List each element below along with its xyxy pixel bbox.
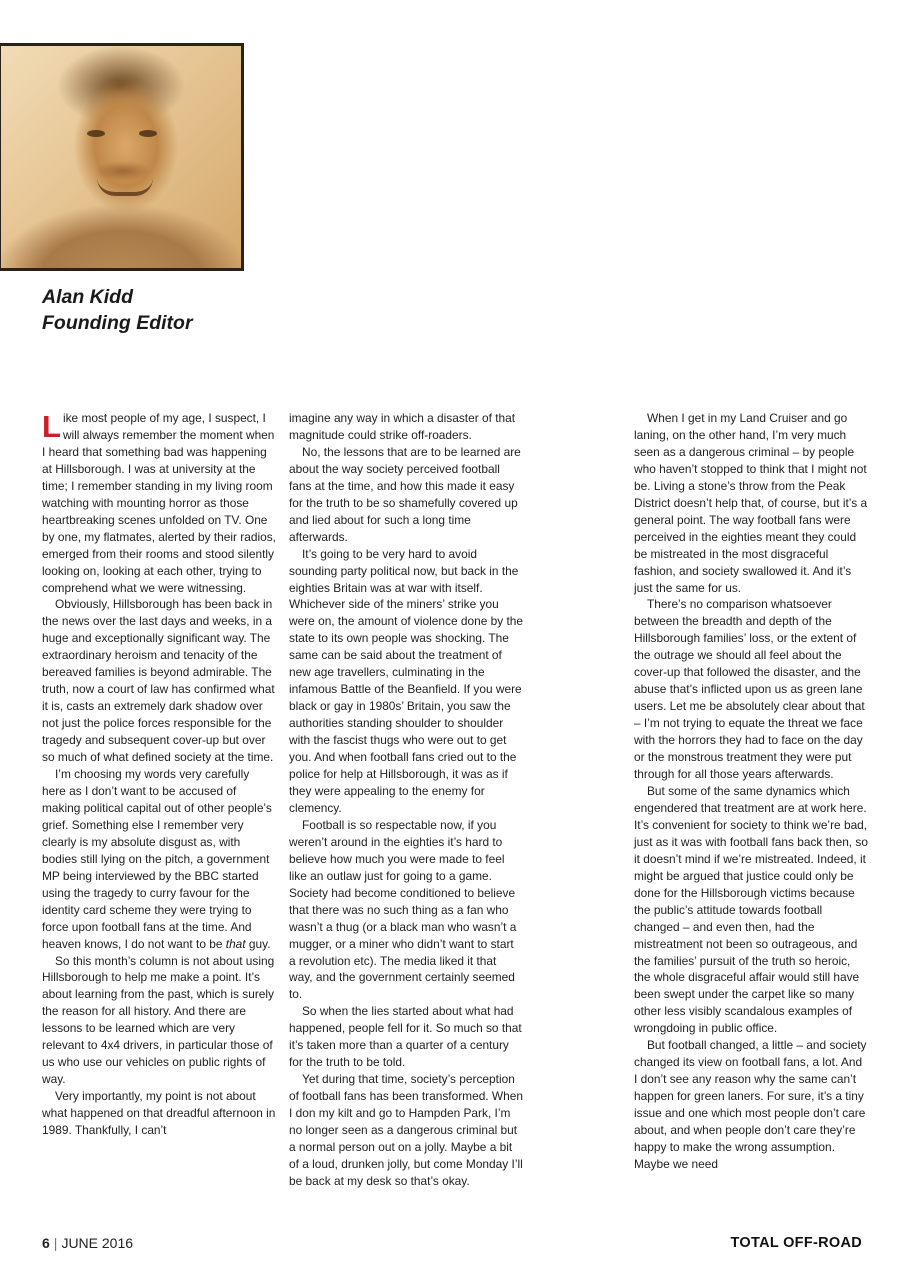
- paragraph: But some of the same dynamics which engendered that treatment are at work here. It’s convenient for society to think we’re bad, just as it was with football fans back then, so it doesn’t mind if we’re mistreated. Indeed, it might be argued that justice could only be done for the Hillsborough victims because the public’s attitude towards football changed – and even then, had the mistreatment not been so outrageous, and the families’ pursuit of the truth so heroic, the whole disgraceful affair would still have been swept under the carpet like so many other less visibly scandalous examples of wrongdoing in public office.: [634, 783, 868, 1036]
- photo-smile: [97, 178, 153, 196]
- author-photo: [0, 43, 244, 271]
- paragraph: So this month’s column is not about using Hillsborough to help me make a point. It’s about learning from the past, which is surely the reason for all history. And there are lessons to be learned which are very relevant to 4x4 drivers, in particular those of us who use our vehicles on public rights of way.: [42, 953, 275, 1087]
- drop-cap: L: [42, 409, 61, 444]
- publication-name: TOTAL OFF-ROAD: [730, 1235, 862, 1251]
- page-footer-left: [42, 1235, 133, 1251]
- column-2: [289, 410, 523, 1190]
- footer-separator: |: [53, 1235, 58, 1251]
- emphasis: that: [225, 936, 246, 951]
- paragraph: Football is so respectable now, if you weren’t around in the eighties it’s hard to believe how much you were made to feel like an outlaw just for going to a game. Society had become conditioned to believe that there was no such thing as a fan who wasn’t a thug (or a black man who wasn’t a mugger, or a miner who didn’t want to start a revolution etc). The media liked it that way, and the government certainly seemed to.: [289, 817, 517, 1002]
- paragraph: But football changed, a little – and society changed its view on football fans, a lot. And I don’t see any reason why the same can’t happen for green laners. For sure, it’s a tiny issue and one which most people don’t care about, and when people don’t care they’re happy to make the wrong assumption. Maybe we need: [634, 1038, 867, 1171]
- column-1: [42, 410, 276, 1139]
- page-number: 6: [42, 1235, 50, 1251]
- paragraph: No, the lessons that are to be learned are about the way society perceived football fans at the time, and how this made it easy for the truth to be so shamefully covered up and lied about for such a long time afterwards.: [289, 444, 521, 544]
- paragraph: Like most people of my age, I suspect, I will always remember the moment when I heard that something bad was happening at Hillsborough. I was at university at the time; I remember standing in my living room watching with mounting horror as those heartbreaking scenes unfolded on TV. One by one, my flatmates, alerted by their radios, emerged from their rooms and stood silently looking on, looking at each other, trying to comprehend what we were witnessing.: [42, 409, 276, 595]
- byline: [42, 284, 193, 336]
- paragraph: imagine any way in which a disaster of that magnitude could strike off-roaders.: [289, 411, 516, 442]
- issue-date: JUNE 2016: [61, 1235, 134, 1251]
- author-role: Founding Editor: [42, 312, 193, 334]
- paragraph: There’s no comparison whatsoever between the breadth and depth of the Hillsborough families’ loss, or the extent of the outrage we should all feel about the cover-up that followed the disaster, and the abuse that’s inflicted upon us as green lane users. Let me be absolutely clear about that – I’m not trying to equate the threat we face with the horrors they had to face on the day or the monstrous treatment they were put through for all those years afterwards.: [634, 597, 865, 782]
- author-name: Alan Kidd: [42, 286, 133, 308]
- paragraph: So when the lies started about what had happened, people fell for it. So much so that it’s taken more than a quarter of a century for the truth to be told.: [289, 1004, 522, 1070]
- paragraph: When I get in my Land Cruiser and go laning, on the other hand, I’m very much seen as a dangerous criminal – by people who haven’t stopped to think that I might not be. Living a stone’s throw from the Peak District doesn’t help that, of course, but it’s a general point. The way football fans were perceived in the eighties meant they could be mistreated in the most disgraceful fashion, and society swallowed it. And it’s just the same for us.: [634, 411, 868, 595]
- paragraph: I’m choosing my words very carefully here as I don’t want to be accused of making political capital out of other people’s grief. Something else I remember very clearly is my absolute disgust as, with bodies still lying on the pitch, a government MP being interviewed by the BBC started using the tragedy to curry favour for the identity card scheme they were trying to force upon football fans at the time. And heaven knows, I do not want to be that guy.: [42, 767, 272, 951]
- photo-eyes: [87, 130, 167, 140]
- column-3: [634, 410, 868, 1173]
- paragraph: Very importantly, my point is not about what happened on that dreadful afternoon in 1989. Thankfully, I can’t: [42, 1089, 276, 1138]
- paragraph: It’s going to be very hard to avoid sounding party political now, but back in the eighties Britain was at war with itself. Whichever side of the miners’ strike you were on, the amount of violence done by the state to its own people was shocking. The same can be said about the treatment of new age travellers, culminating in the infamous Battle of the Beanfield. If you were black or gay in 1980s’ Britain, you saw the authorities standing shoulder to shoulder with the fascist thugs who were out to get you. And when football fans cried out to the police for help at Hillsborough, it was as if they were appealing to the enemy for clemency.: [289, 546, 524, 815]
- paragraph: Yet during that time, society’s perception of football fans has been transformed. When I don my kilt and go to Hampden Park, I’m no longer seen as a dangerous criminal but a normal person out on a jolly. Maybe a bit of a loud, drunken jolly, but come Monday I’ll be back at my desk so that’s okay.: [289, 1072, 523, 1188]
- paragraph: Obviously, Hillsborough has been back in the news over the last days and weeks, in a huge and exceptionally significant way. The extraordinary heroism and tenacity of the bereaved families is beyond admirable. The truth, now a court of law has confirmed what it is, casts an extremely dark shadow over not just the police forces responsible for the tragedy and subsequent cover-up but over so much of what defined society at the time.: [42, 597, 275, 765]
